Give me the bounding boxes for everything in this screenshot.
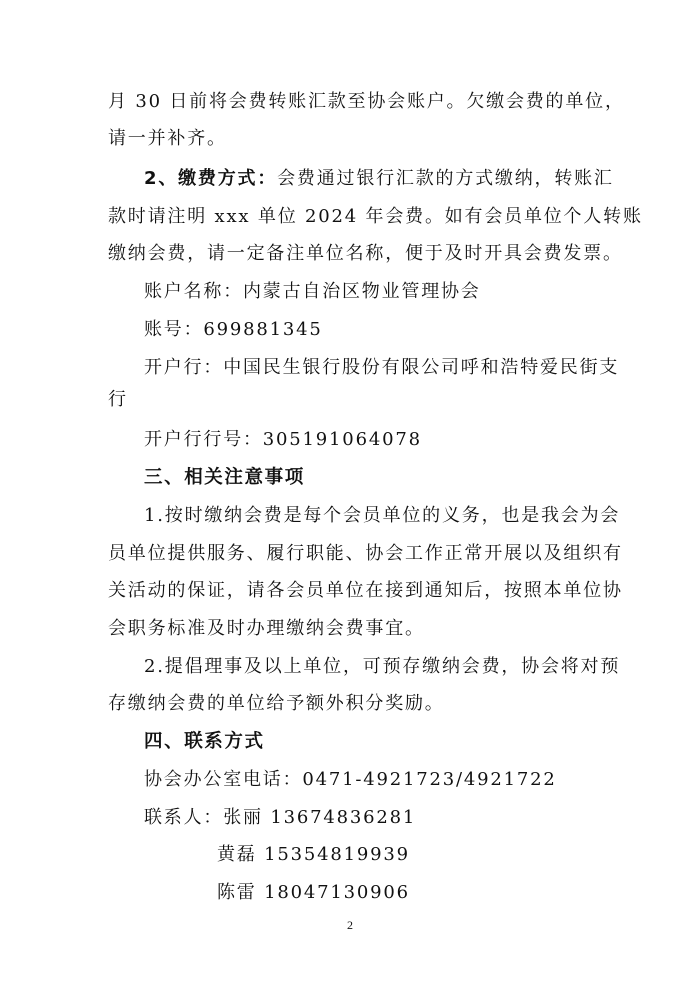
paragraph-line: 存缴纳会费的单位给予额外积分奖励。 bbox=[108, 693, 445, 714]
bank-name: 开户行：中国民生银行股份有限公司呼和浩特爱民街支 bbox=[144, 357, 620, 378]
paragraph-line: 会职务标准及时办理缴纳会费事宜。 bbox=[108, 618, 425, 639]
bank-name-continued: 行 bbox=[108, 389, 128, 410]
paragraph-line: 请一并补齐。 bbox=[108, 128, 227, 149]
office-phone: 协会办公室电话：0471-4921723/4921722 bbox=[144, 769, 557, 790]
paragraph-line: 员单位提供服务、履行职能、协会工作正常开展以及组织有 bbox=[108, 543, 623, 564]
paragraph-line: 关活动的保证，请各会员单位在接到通知后，按照本单位协 bbox=[108, 580, 623, 601]
section-heading-notes: 三、相关注意事项 bbox=[144, 467, 305, 488]
payment-method-text: 会费通过银行汇款的方式缴纳，转账汇 bbox=[277, 168, 614, 189]
contact-person: 黄磊 15354819939 bbox=[217, 844, 410, 865]
paragraph-line: 2.提倡理事及以上单位，可预存缴纳会费，协会将对预 bbox=[144, 656, 621, 677]
paragraph-line: 1.按时缴纳会费是每个会员单位的义务，也是我会为会 bbox=[144, 505, 621, 526]
contact-person: 陈雷 18047130906 bbox=[217, 882, 410, 903]
payment-method-line bbox=[0, 167, 700, 191]
section-heading-contact: 四、联系方式 bbox=[144, 731, 265, 752]
paragraph-line: 缴纳会费，请一定备注单位名称，便于及时开具会费发票。 bbox=[108, 243, 623, 264]
paragraph-line: 款时请注明 xxx 单位 2024 年会费。如有会员单位个人转账 bbox=[108, 206, 643, 227]
paragraph-line: 月 30 日前将会费转账汇款至协会账户。欠缴会费的单位， bbox=[108, 91, 625, 112]
account-name: 账户名称：内蒙古自治区物业管理协会 bbox=[144, 281, 481, 302]
page-number: 2 bbox=[347, 918, 353, 932]
contact-person: 联系人：张丽 13674836281 bbox=[144, 807, 417, 828]
payment-method-label: 2、缴费方式： bbox=[144, 168, 278, 189]
bank-code: 开户行行号：305191064078 bbox=[144, 429, 422, 450]
account-number: 账号：699881345 bbox=[144, 319, 323, 340]
